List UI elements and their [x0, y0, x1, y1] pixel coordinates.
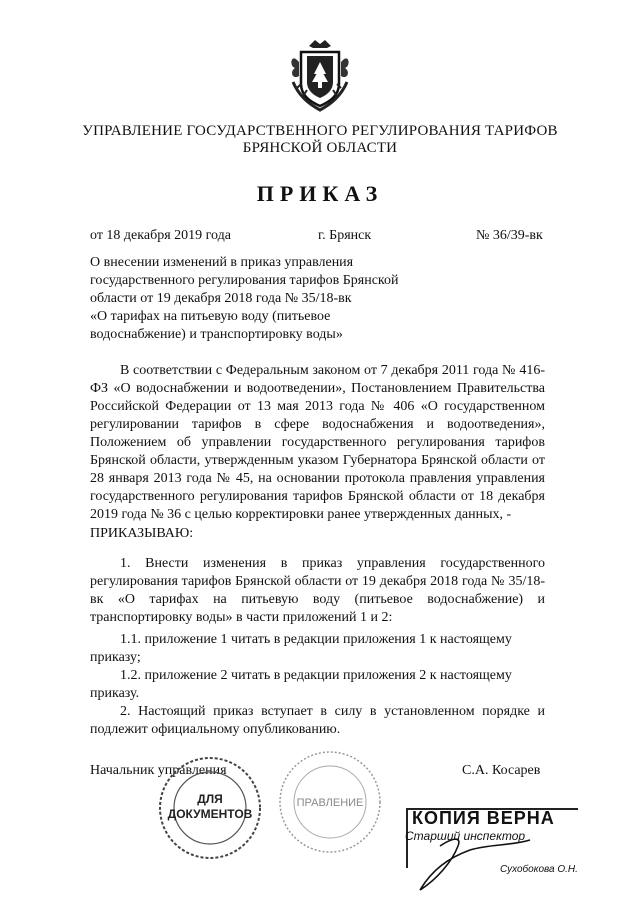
order-subitem-1-2: 1.2. приложение 2 читать в редакции приложения 2 к настоящему приказу. [90, 668, 512, 701]
copy-certified-role: Старший инспектор [405, 829, 526, 843]
subject-line: области от 19 декабря 2018 года № 35/18-вк [90, 291, 352, 306]
organization-name-line1: УПРАВЛЕНИЕ ГОСУДАРСТВЕННОГО РЕГУЛИРОВАНИЯ ТАРИФОВ [82, 123, 558, 139]
document-city: г. Брянск [318, 228, 372, 243]
copy-certified-title: КОПИЯ ВЕРНА [412, 808, 555, 828]
signer-name: С.А. Косарев [462, 763, 541, 778]
docs-stamp-line2: ДОКУМЕНТОВ [167, 807, 253, 821]
signer-position: Начальник управления [90, 763, 227, 778]
seal-center-text: ПРАВЛЕНИЕ [296, 797, 364, 809]
coat-of-arms-icon [287, 38, 353, 112]
subject-line: государственного регулирования тарифов Брянской [90, 273, 399, 288]
order-item-1: 1. Внести изменения в приказ управления государственного регулирования тарифов Брянской области от 19 декабря 2018 года № 35/18-вк «О тарифах на питьевую воду (питьевое водоснабжение) и транспортировку воды» в части приложений 1 и 2: [90, 556, 545, 625]
copy-certified-name: Сухобокова О.Н. [500, 864, 578, 875]
order-subitem-1-1: 1.1. приложение 1 читать в редакции приложения 1 к настоящему приказу; [90, 632, 512, 665]
document-number: № 36/39-вк [476, 228, 543, 243]
subject-line: «О тарифах на питьевую воду (питьевое [90, 309, 331, 324]
order-word: ПРИКАЗЫВАЮ: [90, 526, 194, 541]
document-date: от 18 декабря 2019 года [90, 228, 231, 243]
round-seal [280, 752, 380, 852]
document-title: ПРИКАЗ [256, 181, 384, 206]
docs-stamp-line1: ДЛЯ [197, 792, 223, 806]
subject-line: О внесении изменений в приказ управления [90, 255, 354, 270]
order-item-2: 2. Настоящий приказ вступает в силу в установленном порядке и подлежит официальному опубликованию. [90, 704, 545, 737]
organization-name-line2: БРЯНСКОЙ ОБЛАСТИ [242, 140, 398, 156]
document-subject [90, 254, 420, 344]
preamble-paragraph: В соответствии с Федеральным законом от 7 декабря 2011 года № 416-ФЗ «О водоснабжении и водоотведении», Постановлением Правительства Российской Федерации от 13 мая 2013 года № 406 «О государственном регулировании тарифов в сфере водоснабжения и водоотведения», Положением об управлении государственного регулирования тарифов Брянской области, утвержденным указом Губернатора Брянской области от 28 января 2013 года № 45, на основании протокола правления управления государственного регулирования тарифов Брянской области от 18 декабря 2019 года № 36 с целью корректировки ранее утвержденных данных, - [90, 363, 545, 522]
subject-line: водоснабжение) и транспортировку воды» [90, 327, 343, 342]
